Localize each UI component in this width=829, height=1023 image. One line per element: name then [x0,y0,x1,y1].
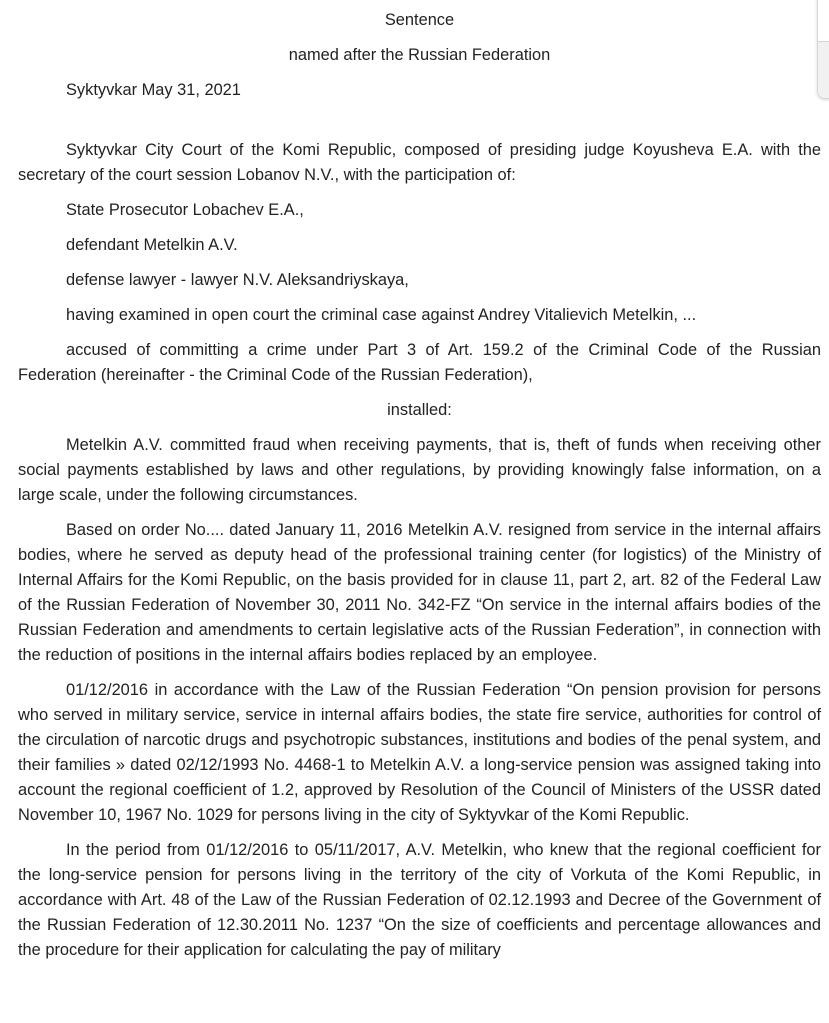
document-subtitle: named after the Russian Federation [288,46,551,64]
court-composition-paragraph: Syktyvkar City Court of the Komi Republic, composed of presiding judge Koyusheva E.A. with the secretary of the court session Lobanov N.V., with the participation of: [18,141,821,184]
body-paragraph: 01/12/2016 in accordance with the Law of the Russian Federation “On pension provision for persons who served in military service, service in internal affairs bodies, the state fire service, authorities for control of the circulation of narcotic drugs and psychotropic substances, institutions and bodies of the penal system, and their families » dated 02/12/1993 No. 4468-1 to Metelkin A.V. a long-service pension was assigned taking into account the regional coefficient of 1.2, approved by Resolution of the Council of Ministers of the USSR dated November 10, 1967 No. 1029 for persons living in the city of Syktyvkar of the Komi Republic. [18,681,821,824]
document-body [18,8,821,973]
place-and-date: Syktyvkar May 31, 2021 [66,81,241,99]
case-examined-line: having examined in open court the criminal case against Andrey Vitalievich Metelkin, ... [66,306,697,324]
body-paragraph: In the period from 01/12/2016 to 05/11/2017, A.V. Metelkin, who knew that the regional coefficient for the long-service pension for persons living in the territory of the city of Vorkuta of the Komi Republic, in accordance with Art. 48 of the Law of the Russian Federation of 02.12.1993 and Decree of the Government of the Russian Federation of 12.30.2011 No. 1237 “On the size of coefficients and percentage allowances and the procedure for their application for calculating the pay of military [18,841,821,959]
defendant-line: defendant Metelkin A.V. [66,236,238,254]
body-paragraph: Metelkin A.V. committed fraud when receiving payments, that is, theft of funds when receiving other social payments established by laws and other regulations, by providing knowingly false information, on a large scale, under the following circumstances. [18,436,821,504]
section-heading: installed: [387,401,452,419]
prosecutor-line: State Prosecutor Lobachev E.A., [66,201,304,219]
accusation-paragraph: accused of committing a crime under Part 3 of Art. 159.2 of the Criminal Code of the Russian Federation (hereinafter - the Criminal Code of the Russian Federation), [18,341,821,384]
body-paragraph: Based on order No.... dated January 11, 2016 Metelkin A.V. resigned from service in the internal affairs bodies, where he served as deputy head of the professional training center (for logistics) of the Ministry of Internal Affairs for the Komi Republic, on the basis provided for in clause 11, part 2, art. 82 of the Federal Law of the Russian Federation of November 30, 2011 No. 342-FZ “On service in the internal affairs bodies of the Russian Federation and amendments to certain legislative acts of the Russian Federation”, in connection with the reduction of positions in the internal affairs bodies replaced by an employee. [18,521,821,664]
defense-lawyer-line: defense lawyer - lawyer N.V. Aleksandriyskaya, [66,271,409,289]
document-title: Sentence [384,11,455,29]
